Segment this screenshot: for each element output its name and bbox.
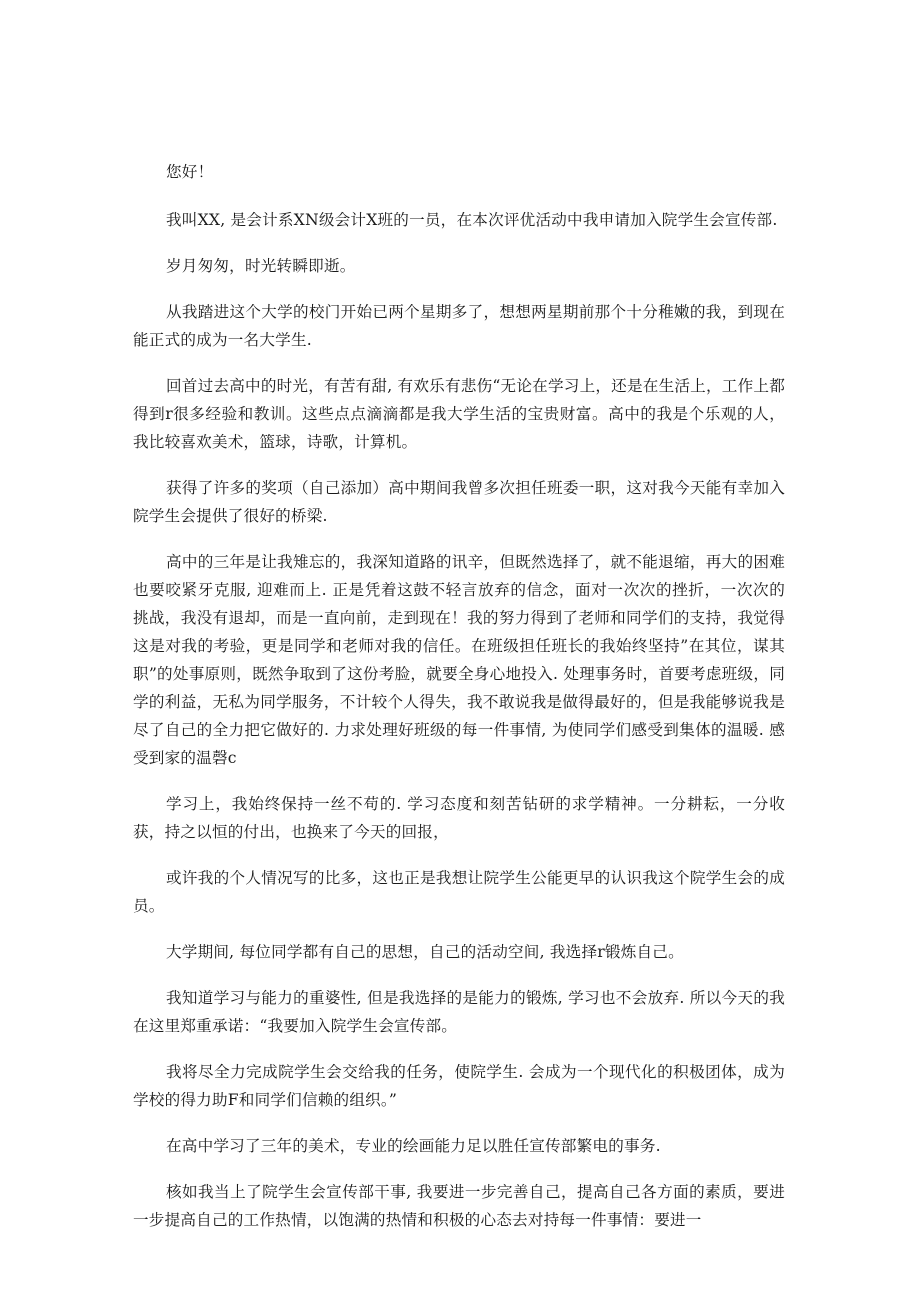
paragraph-time-passes: 岁月匆匆，时光转瞬即逝。 bbox=[166, 257, 356, 275]
paragraph-study-attitude: 学习上，我始终保持一丝不苟的. 学习态度和刻苦钻研的求学精神。一分耕耘，一分收获，持之以恒的付出，也换来了今天的回报， bbox=[133, 795, 785, 841]
paragraph-pledge: 我知道学习与能力的重婆性, 但是我选择的是能力的锻炼, 学习也不会放弃. 所以今天的我在这里郑重承诺：“我要加入院学生会宣传部。 bbox=[133, 989, 785, 1035]
greeting: 您好！ bbox=[166, 163, 214, 181]
paragraph-commitment: 我将尽全力完成院学生会交给我的任务，使院学生. 会成为一个现代化的积极团体，成为学校的得力助F和同学们信赖的组织。” bbox=[133, 1063, 785, 1109]
paragraph-university-period: 大学期间, 每位同学都有自己的思想，自己的活动空间, 我选择r锻炼自己。 bbox=[166, 943, 684, 961]
paragraph-art-skills: 在高中学习了三年的美术，专业的绘画能力足以胜任宣传部繁电的事务. bbox=[166, 1137, 661, 1155]
paragraph-entering-university: 从我踏进这个大学的校门开始已两个星期多了，想想两星期前那个十分稚嫩的我，到现在能正式的成为一名大学生. bbox=[133, 303, 785, 349]
paragraph-high-school-memories: 回首过去高中的时光，有苦有甜, 有欢乐有悲伤“无论在学习上，还是在生活上，工作上都得到r很多经验和教训。这些点点滴滴都是我大学生活的宝贵财富。高中的我是个乐观的人，我比较喜欢美术，篮球，诗歌，计算机。 bbox=[133, 377, 785, 451]
paragraph-awards: 获得了许多的奖项（自己添加）高中期间我曾多次担任班委一职，这对我今天能有幸加入院学生会提供了很好的桥梁. bbox=[133, 479, 785, 525]
paragraph-future-plans: 核如我当上了院学生会宣传部干事, 我要进一步完善自己，提高自己各方面的素质，要进一步提高自己的工作热情，以饱满的热情和积极的心态去对持每一件事情：要进一 bbox=[133, 1183, 785, 1229]
paragraph-introduction: 我叫XX, 是会计系XN级会计X班的一员，在本次评优活动中我申请加入院学生会宣传部. bbox=[166, 211, 778, 229]
paragraph-personal-info: 或许我的个人情况写的比多，这也正是我想让院学生公能更早的认识我这个院学生会的成员。 bbox=[133, 869, 785, 915]
paragraph-class-monitor: 高中的三年是让我雉忘的，我深知道路的讯辛，但既然选择了，就不能退缩，再大的困难也要咬紧牙克服, 迎难而上. 正是凭着这鼓不轻言放弃的信念，面对一次次的挫折，一次次的挑战，我没有退却，而是一直向前，走到现在！我的努力得到了老师和同学们的支持，我觉得这是对我的考验，更是同学和老师对我的信任。在班级担任班长的我始终坚持”在其位，谋其职”的处事原则，既然争取到了这份考脸，就要全身心地投入. 处理事务时，首要考虑班级，同学的利益，无私为同学服务，不计较个人得失，我不敢说我是做得最好的，但是我能够说我是尽了自己的全力把它做好的. 力求处理好班级的每一件事情, 为使同学们感受到集体的温暖. 感受到家的温磬c bbox=[133, 553, 785, 767]
document-body bbox=[133, 158, 785, 1252]
